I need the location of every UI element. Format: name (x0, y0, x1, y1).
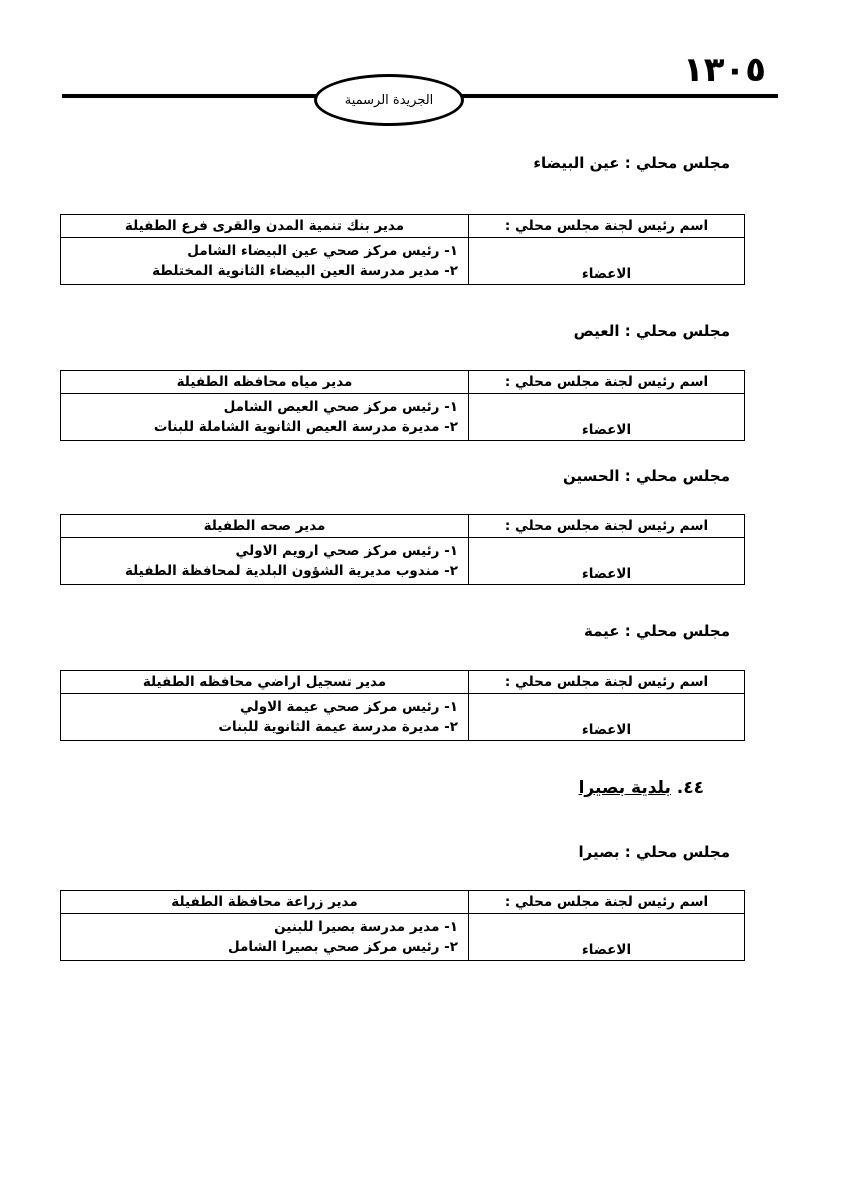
members-label: الاعضاء (469, 914, 745, 961)
council-table (60, 890, 745, 961)
member-item: ١- رئيس مركز صحي عين البيضاء الشامل (187, 243, 458, 259)
member-item: ٢- مدير مدرسة العين البيضاء الثانوية المختلطة (152, 263, 458, 279)
chair-label: اسم رئيس لجنة مجلس محلي : (469, 371, 745, 394)
section-title: مجلس محلي : عين البيضاء (533, 154, 730, 172)
member-item: ١- رئيس مركز صحي ارويم الاولي (235, 543, 458, 559)
gazette-name: الجريدة الرسمية (344, 92, 434, 108)
member-item: ٢- مديرة مدرسة عيمة الثانوية للبنات (218, 719, 458, 735)
municipality-heading (579, 778, 704, 798)
member-item: ١- رئيس مركز صحي العيص الشامل (223, 399, 458, 415)
chair-label: اسم رئيس لجنة مجلس محلي : (469, 515, 745, 538)
chair-label: اسم رئيس لجنة مجلس محلي : (469, 671, 745, 694)
chair-value: مدير بنك تنمية المدن والقرى فرع الطفيلة (61, 215, 469, 238)
council-table (60, 370, 745, 441)
member-item: ٢- مديرة مدرسة العيص الثانوية الشاملة للبنات (153, 419, 458, 435)
members-list (61, 238, 469, 285)
member-item: ١- مدير مدرسة بصيرا للبنين (274, 919, 458, 935)
chair-value: مدير تسجيل اراضي محافظه الطفيلة (61, 671, 469, 694)
members-list (61, 538, 469, 585)
section-title: مجلس محلي : بصيرا (578, 843, 730, 861)
members-label: الاعضاء (469, 538, 745, 585)
council-table (60, 214, 745, 285)
municipality-number: ٤٤. (676, 778, 704, 798)
members-list (61, 394, 469, 441)
chair-value: مدير صحه الطفيلة (61, 515, 469, 538)
gazette-header-oval (314, 74, 464, 126)
members-list (61, 914, 469, 961)
member-item: ١- رئيس مركز صحي عيمة الاولي (240, 699, 458, 715)
chair-value: مدير زراعة محافظة الطفيلة (61, 891, 469, 914)
council-table (60, 514, 745, 585)
members-list (61, 694, 469, 741)
section-title: مجلس محلي : الحسين (563, 467, 730, 485)
section-title: مجلس محلي : عيمة (583, 622, 730, 640)
chair-value: مدير مياه محافظه الطفيلة (61, 371, 469, 394)
council-table (60, 670, 745, 741)
municipality-name: بلدية بصيرا (578, 778, 671, 798)
member-item: ٢- مندوب مديرية الشؤون البلدية لمحافظة الطفيلة (124, 563, 458, 579)
member-item: ٢- رئيس مركز صحي بصيرا الشامل (227, 939, 458, 955)
section-title: مجلس محلي : العيص (573, 322, 730, 340)
chair-label: اسم رئيس لجنة مجلس محلي : (469, 891, 745, 914)
chair-label: اسم رئيس لجنة مجلس محلي : (469, 215, 745, 238)
members-label: الاعضاء (469, 238, 745, 285)
members-label: الاعضاء (469, 394, 745, 441)
members-label: الاعضاء (469, 694, 745, 741)
page-number: ١٣٠٥ (682, 50, 766, 90)
